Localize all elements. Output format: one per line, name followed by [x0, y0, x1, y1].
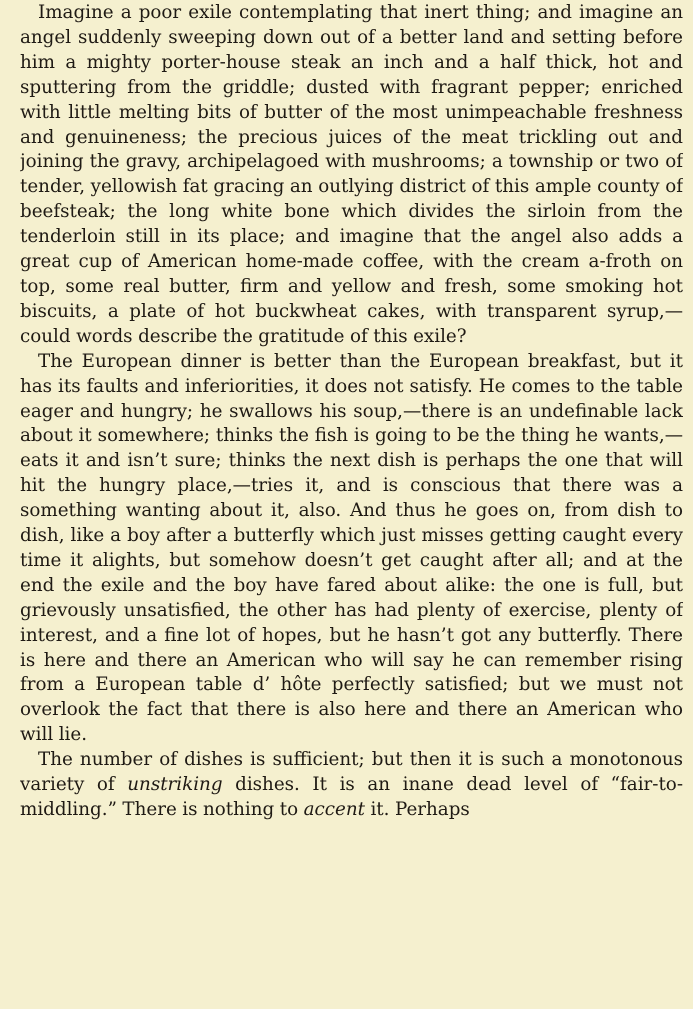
italic-word-accent: accent — [303, 799, 365, 820]
paragraph-text: The European dinner is better than the European breakfast, but it has its faults and inferiorities, it does not satisfy. He comes to the table eager and hungry; he swallows his soup,—there is an undefinable lack about it somewhere; thinks the fish is going to be the thing he wants,—eats it and isn’t sure; thinks the next dish is perhaps the one that will hit the hungry place,—tries it, and is conscious that there was a something wanting about it, also. And thus he goes on, from dish to dish, like a boy after a butterfly which just misses getting caught every time it alights, but somehow doesn’t get caught after all; and at the end the exile and the boy have fared about alike: the one is full, but grievously unsatisfied, the other has had plenty of exercise, plenty of interest, and a fine lot of hopes, but he hasn’t got any butterfly. There is here and there an American who will say he can remember rising from a European table d’ hôte perfectly satisfied; but we must not overlook the fact that there is also here and there an American who will lie. — [20, 350, 683, 746]
paragraph-text: dishes. It is an inane dead level of “fair-to-middling.” There is nothing to — [20, 774, 683, 820]
paragraph-text: The number of dishes is sufficient; but then it is such a monotonous variety of — [20, 749, 683, 796]
paragraph-text: it. Perhaps — [364, 799, 470, 820]
italic-word-unstriking: unstriking — [127, 774, 223, 796]
paragraph-text: Imagine a poor exile contemplating that inert thing; and imagine an angel suddenly sweeping down out of a better land and setting before him a mighty porter-house steak an inch and a half thick, hot and sputtering from the griddle; dusted with fragrant pepper; enriched with little melting bits of butter of the most unimpeachable freshness and genuineness; the precious juices of the meat trickling out and joining the gravy, archipelagoed with mushrooms; a township or two of tender, yellowish fat gracing an outlying district of this ample county of beefsteak; the long white bone which divides the sirloin from the tenderloin still in its place; and imagine that the angel also adds a great cup of American home-made coffee, with the cream a-froth on top, some real butter, firm and yellow and fresh, some smoking hot biscuits, a plate of hot buckwheat cakes, with transparent syrup,—could words describe the gratitude of this exile? — [20, 2, 683, 347]
paragraph-exile-breakfast — [20, 1, 683, 350]
paragraph-european-dinner — [20, 350, 683, 749]
page-text — [20, 1, 683, 1007]
paragraph-number-of-dishes — [20, 748, 683, 823]
